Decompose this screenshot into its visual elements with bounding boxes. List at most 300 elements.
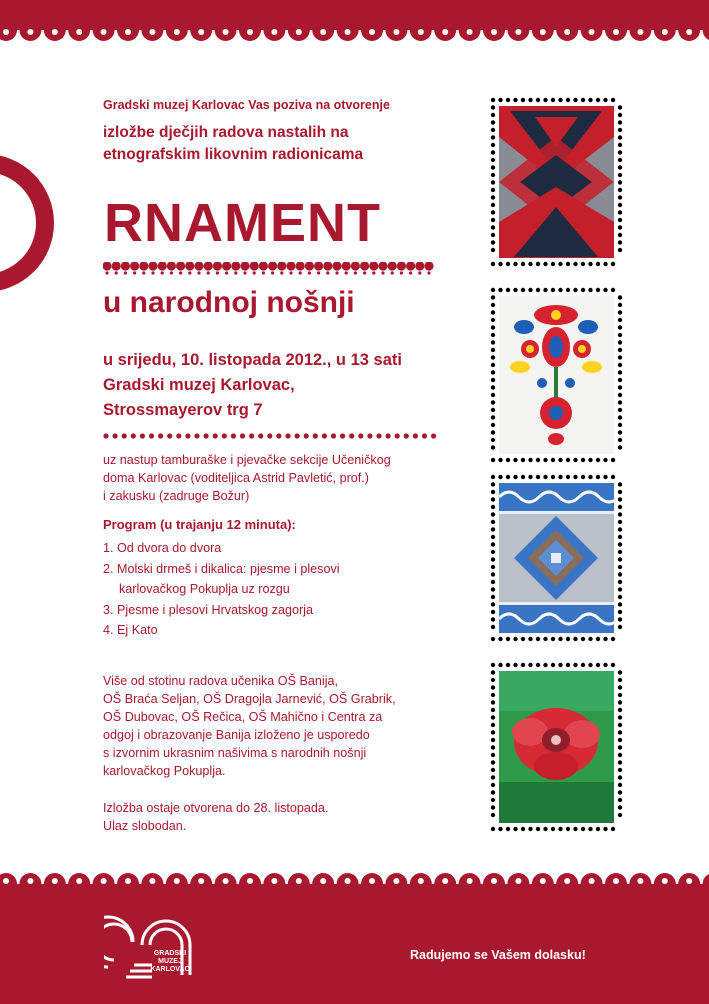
- scallop: [388, 262, 397, 271]
- frame-dot: [618, 798, 622, 802]
- divider-dot: [295, 433, 300, 438]
- frame-dot: [558, 475, 562, 479]
- frame-dot: [491, 370, 495, 374]
- scallop: [112, 262, 121, 271]
- scallop-dot: [174, 29, 180, 35]
- frame-dot: [491, 580, 495, 584]
- frame-dot: [596, 827, 600, 831]
- scallop: [185, 262, 194, 271]
- scallop-dot: [253, 271, 256, 274]
- divider-dot: [140, 433, 145, 438]
- scallop-dot: [393, 29, 399, 35]
- frame-dot: [558, 827, 562, 831]
- frame-dot: [618, 325, 622, 329]
- scallop-dot: [637, 29, 643, 35]
- frame-dot: [573, 288, 577, 292]
- frame-dot: [618, 678, 622, 682]
- scallop-dot: [391, 271, 394, 274]
- frame-dot: [551, 475, 555, 479]
- frame-dot: [491, 355, 495, 359]
- frame-dot: [491, 240, 495, 244]
- frame-dot: [618, 363, 622, 367]
- scallop-dot: [133, 271, 136, 274]
- scallop: [323, 262, 332, 271]
- divider-dot: [240, 433, 245, 438]
- frame-dot: [566, 663, 570, 667]
- frame-dot: [618, 240, 622, 244]
- frame-dot: [536, 288, 540, 292]
- frame-dot: [491, 113, 495, 117]
- frame-dot: [498, 663, 502, 667]
- frame-dot: [618, 700, 622, 704]
- frame-dot: [558, 98, 562, 102]
- description-line: OŠ Dubovac, OŠ Rečica, OŠ Mahično i Centra za: [103, 710, 383, 724]
- description-line: s izvornim ukrasnim našivima s narodnih nošnji: [103, 746, 367, 760]
- frame-dot: [506, 663, 510, 667]
- frame-dot: [551, 663, 555, 667]
- frame-dot: [618, 505, 622, 509]
- frame-dot: [543, 98, 547, 102]
- frame-dot: [491, 827, 495, 831]
- scallop-dot: [427, 271, 430, 274]
- frame-dot: [513, 827, 517, 831]
- frame-dot: [618, 527, 622, 531]
- frame-dot: [551, 827, 555, 831]
- event-details: [103, 348, 463, 423]
- scallop: [204, 262, 213, 271]
- performance-line-3: i zakusku (zadruge Božur): [103, 489, 250, 503]
- frame-dot: [491, 210, 495, 214]
- divider-dot: [213, 433, 218, 438]
- divider-dot: [103, 433, 108, 438]
- frame-dot: [596, 475, 600, 479]
- frame-dot: [618, 385, 622, 389]
- frame-dot: [618, 303, 622, 307]
- divider-dot: [422, 433, 427, 438]
- frame-dot: [491, 497, 495, 501]
- frame-dot: [566, 458, 570, 462]
- divider-dot: [131, 433, 136, 438]
- frame-dot: [491, 490, 495, 494]
- performance-info: [103, 451, 443, 505]
- frame-dot: [521, 98, 525, 102]
- frame-dot: [618, 370, 622, 374]
- frame-dot: [491, 520, 495, 524]
- subtitle-line-1: izložbe dječjih radova nastalih na: [103, 124, 349, 141]
- frame-dot: [581, 475, 585, 479]
- divider-dot: [304, 433, 309, 438]
- scallop: [332, 262, 341, 271]
- frame-dot: [528, 475, 532, 479]
- frame-dot: [573, 827, 577, 831]
- frame-dot: [618, 813, 622, 817]
- divider-dot: [222, 433, 227, 438]
- scallop-dot: [52, 29, 58, 35]
- frame-dot: [618, 497, 622, 501]
- museum-logo-text: [148, 950, 192, 974]
- frame-dot: [618, 173, 622, 177]
- closing-info: [103, 799, 328, 835]
- scallop-dot: [354, 271, 357, 274]
- frame-dot: [618, 625, 622, 629]
- frame-dot: [491, 195, 495, 199]
- frame-dot: [491, 180, 495, 184]
- frame-dot: [491, 438, 495, 442]
- frame-dot: [618, 378, 622, 382]
- frame-dot: [543, 663, 547, 667]
- scallop-dot: [280, 271, 283, 274]
- scallop-dot: [124, 271, 127, 274]
- frame-dot: [573, 637, 577, 641]
- frame-dot: [543, 475, 547, 479]
- frame-dot: [618, 557, 622, 561]
- frame-dot: [618, 760, 622, 764]
- divider-dot: [276, 433, 281, 438]
- scallop-dot: [101, 29, 107, 35]
- scallop-dot: [223, 29, 229, 35]
- frame-dot: [596, 98, 600, 102]
- frame-dot: [491, 408, 495, 412]
- frame-dot: [618, 438, 622, 442]
- frame-dot: [618, 520, 622, 524]
- frame-dot: [596, 262, 600, 266]
- frame-dot: [536, 262, 540, 266]
- frame-dot: [618, 542, 622, 546]
- divider-dot: [358, 433, 363, 438]
- frame-dot: [588, 288, 592, 292]
- artwork-frame-floral: [490, 287, 623, 463]
- scallop: [703, 24, 709, 41]
- scallop-dot: [179, 271, 182, 274]
- frame-dot: [618, 150, 622, 154]
- frame-dot: [588, 475, 592, 479]
- scallop-dot: [491, 29, 497, 35]
- divider-dot: [413, 433, 418, 438]
- scallop-dot: [613, 29, 619, 35]
- divider-dot: [386, 433, 391, 438]
- divider-dot: [204, 433, 209, 438]
- frame-dot: [566, 637, 570, 641]
- frame-dot: [566, 827, 570, 831]
- frame-dot: [618, 310, 622, 314]
- frame-dot: [491, 288, 495, 292]
- frame-dot: [491, 730, 495, 734]
- frame-dot: [506, 827, 510, 831]
- scallop: [259, 262, 268, 271]
- frame-dot: [498, 458, 502, 462]
- scallop: [167, 262, 176, 271]
- frame-dot: [618, 482, 622, 486]
- frame-dot: [491, 415, 495, 419]
- program-item: karlovačkog Pokuplja uz rozgu: [119, 582, 290, 596]
- frame-dot: [618, 693, 622, 697]
- frame-dot: [618, 783, 622, 787]
- program-item: 4. Ej Kato: [103, 623, 158, 637]
- description-line: Više od stotinu radova učenika OŠ Banija,: [103, 674, 338, 688]
- frame-dot: [603, 98, 607, 102]
- frame-dot: [491, 693, 495, 697]
- scallop-dot: [197, 271, 200, 274]
- scallop-dot: [515, 29, 521, 35]
- frame-dot: [521, 663, 525, 667]
- frame-dot: [618, 580, 622, 584]
- frame-dot: [581, 458, 585, 462]
- frame-dot: [491, 505, 495, 509]
- frame-dot: [596, 288, 600, 292]
- frame-dot: [491, 340, 495, 344]
- scallop: [406, 262, 415, 271]
- frame-dot: [491, 685, 495, 689]
- frame-dot: [618, 490, 622, 494]
- frame-dot: [491, 218, 495, 222]
- title-initial-o: [0, 148, 60, 298]
- top-scallop-border: [0, 24, 709, 44]
- frame-dot: [558, 458, 562, 462]
- frame-dot: [491, 708, 495, 712]
- frame-dot: [491, 120, 495, 124]
- frame-dot: [491, 670, 495, 674]
- title-subtitle: u narodnoj nošnji: [103, 286, 355, 319]
- frame-dot: [491, 723, 495, 727]
- frame-dot: [551, 288, 555, 292]
- scallop-dot: [317, 271, 320, 274]
- frame-dot: [618, 602, 622, 606]
- frame-dot: [618, 210, 622, 214]
- frame-dot: [588, 827, 592, 831]
- event-date: u srijedu, 10. listopada 2012., u 13 sati: [103, 351, 402, 369]
- frame-dot: [618, 295, 622, 299]
- frame-dot: [491, 715, 495, 719]
- frame-dot: [611, 262, 615, 266]
- description-line: OŠ Braća Seljan, OŠ Dragojla Jarnević, OŠ Grabrik,: [103, 692, 396, 706]
- frame-dot: [551, 98, 555, 102]
- frame-dot: [491, 813, 495, 817]
- scallop: [250, 262, 259, 271]
- frame-dot: [618, 105, 622, 109]
- frame-dot: [528, 663, 532, 667]
- frame-dot: [618, 188, 622, 192]
- event-venue-2: Strossmayerov trg 7: [103, 401, 263, 419]
- scallop: [222, 262, 231, 271]
- frame-dot: [506, 98, 510, 102]
- frame-dot: [618, 753, 622, 757]
- frame-dot: [528, 262, 532, 266]
- frame-dot: [506, 288, 510, 292]
- artwork-geometric: [490, 97, 623, 267]
- frame-dot: [581, 98, 585, 102]
- frame-dot: [588, 98, 592, 102]
- frame-dot: [618, 768, 622, 772]
- frame-dot: [618, 400, 622, 404]
- scallop: [130, 262, 139, 271]
- frame-dot: [618, 408, 622, 412]
- program-item: 1. Od dvora do dvora: [103, 541, 222, 555]
- scallop-dot: [296, 29, 302, 35]
- frame-dot: [491, 805, 495, 809]
- frame-dot: [521, 288, 525, 292]
- frame-dot: [618, 708, 622, 712]
- divider-dot: [340, 433, 345, 438]
- scallop: [139, 262, 148, 271]
- divider-dot: [404, 433, 409, 438]
- divider-dot: [258, 433, 263, 438]
- scallop-dot: [271, 271, 274, 274]
- frame-dot: [611, 663, 615, 667]
- frame-dot: [603, 475, 607, 479]
- frame-dot: [618, 595, 622, 599]
- frame-dot: [618, 113, 622, 117]
- divider-dot: [267, 433, 272, 438]
- frame-dot: [491, 535, 495, 539]
- frame-dot: [491, 637, 495, 641]
- frame-dot: [603, 637, 607, 641]
- frame-dot: [491, 135, 495, 139]
- frame-dot: [491, 295, 495, 299]
- frame-dot: [528, 637, 532, 641]
- closing-line-1: Izložba ostaje otvorena do 28. listopada.: [103, 801, 329, 815]
- scallop: [360, 262, 369, 271]
- frame-dot: [573, 475, 577, 479]
- frame-dot: [618, 617, 622, 621]
- frame-dot: [618, 348, 622, 352]
- frame-dot: [566, 475, 570, 479]
- frame-dot: [618, 318, 622, 322]
- frame-dot: [491, 378, 495, 382]
- frame-dot: [536, 663, 540, 667]
- scallop-dot: [27, 29, 33, 35]
- event-venue-1: Gradski muzej Karlovac,: [103, 376, 295, 394]
- frame-dot: [573, 98, 577, 102]
- frame-dot: [491, 745, 495, 749]
- frame-dot: [581, 663, 585, 667]
- frame-dot: [498, 475, 502, 479]
- scallop-dot: [3, 29, 9, 35]
- scallop-dot: [142, 271, 145, 274]
- frame-dot: [491, 248, 495, 252]
- scallop-dot: [320, 29, 326, 35]
- subtitle-line-2: etnografskim likovnim radionicama: [103, 146, 364, 163]
- frame-dot: [491, 310, 495, 314]
- frame-dot: [528, 98, 532, 102]
- frame-dot: [491, 203, 495, 207]
- frame-dot: [558, 288, 562, 292]
- scallop-dot: [467, 29, 473, 35]
- divider-dot: [158, 433, 163, 438]
- frame-dot: [491, 768, 495, 772]
- scallop: [378, 262, 387, 271]
- frame-dot: [588, 637, 592, 641]
- frame-dot: [491, 158, 495, 162]
- artwork-floral: [490, 287, 623, 463]
- artwork-red-flower: [490, 662, 623, 832]
- scallop: [369, 262, 378, 271]
- frame-dot: [581, 637, 585, 641]
- frame-dot: [618, 715, 622, 719]
- scallop-dot: [409, 271, 412, 274]
- frame-dot: [603, 288, 607, 292]
- divider-dot: [395, 433, 400, 438]
- frame-dot: [513, 288, 517, 292]
- scallop-dot: [247, 29, 253, 35]
- frame-dot: [573, 262, 577, 266]
- frame-dot: [573, 663, 577, 667]
- scallop-dot: [369, 29, 375, 35]
- frame-dot: [618, 723, 622, 727]
- frame-dot: [513, 458, 517, 462]
- exhibition-subtitle: [103, 122, 463, 166]
- scallop-dot: [271, 29, 277, 35]
- scallop-dot: [662, 29, 668, 35]
- frame-dot: [551, 637, 555, 641]
- frame-dot: [506, 475, 510, 479]
- frame-dot: [498, 288, 502, 292]
- scallop: [296, 262, 305, 271]
- scallop-dot: [198, 29, 204, 35]
- frame-dot: [618, 233, 622, 237]
- divider-dot: [376, 433, 381, 438]
- frame-dot: [618, 355, 622, 359]
- frame-dot: [588, 458, 592, 462]
- frame-dot: [498, 262, 502, 266]
- frame-dot: [588, 663, 592, 667]
- frame-dot: [618, 745, 622, 749]
- program-item: 3. Pjesme i plesovi Hrvatskog zagorja: [103, 602, 313, 617]
- frame-dot: [543, 637, 547, 641]
- scallop-dot: [540, 29, 546, 35]
- scallop-dot: [326, 271, 329, 274]
- scallop-dot: [442, 29, 448, 35]
- frame-dot: [618, 775, 622, 779]
- divider-dot: [167, 433, 172, 438]
- frame-dot: [491, 400, 495, 404]
- frame-dot: [491, 348, 495, 352]
- scallop-dot: [363, 271, 366, 274]
- frame-dot: [491, 458, 495, 462]
- frame-dot: [596, 637, 600, 641]
- scallop-dot: [149, 29, 155, 35]
- frame-dot: [491, 482, 495, 486]
- frame-dot: [491, 798, 495, 802]
- frame-dot: [491, 143, 495, 147]
- frame-dot: [603, 663, 607, 667]
- frame-dot: [513, 475, 517, 479]
- logo-text-line: GRADSKI: [153, 950, 187, 957]
- scallop: [424, 262, 433, 271]
- frame-dot: [588, 262, 592, 266]
- scallop: [305, 262, 314, 271]
- frame-dot: [491, 610, 495, 614]
- frame-dot: [618, 512, 622, 516]
- frame-dot: [491, 393, 495, 397]
- frame-dot: [491, 572, 495, 576]
- frame-dot: [491, 550, 495, 554]
- scallop-dot: [115, 271, 118, 274]
- divider-dot: [231, 433, 236, 438]
- frame-dot: [573, 458, 577, 462]
- frame-dot: [491, 475, 495, 479]
- divider-dot: [431, 433, 436, 438]
- frame-dot: [551, 458, 555, 462]
- frame-dot: [491, 565, 495, 569]
- scallop: [277, 262, 286, 271]
- frame-dot: [581, 262, 585, 266]
- frame-dot: [491, 385, 495, 389]
- frame-dot: [611, 288, 615, 292]
- frame-dot: [491, 512, 495, 516]
- frame-dot: [618, 790, 622, 794]
- frame-dot: [603, 458, 607, 462]
- scallop-dot: [105, 271, 108, 274]
